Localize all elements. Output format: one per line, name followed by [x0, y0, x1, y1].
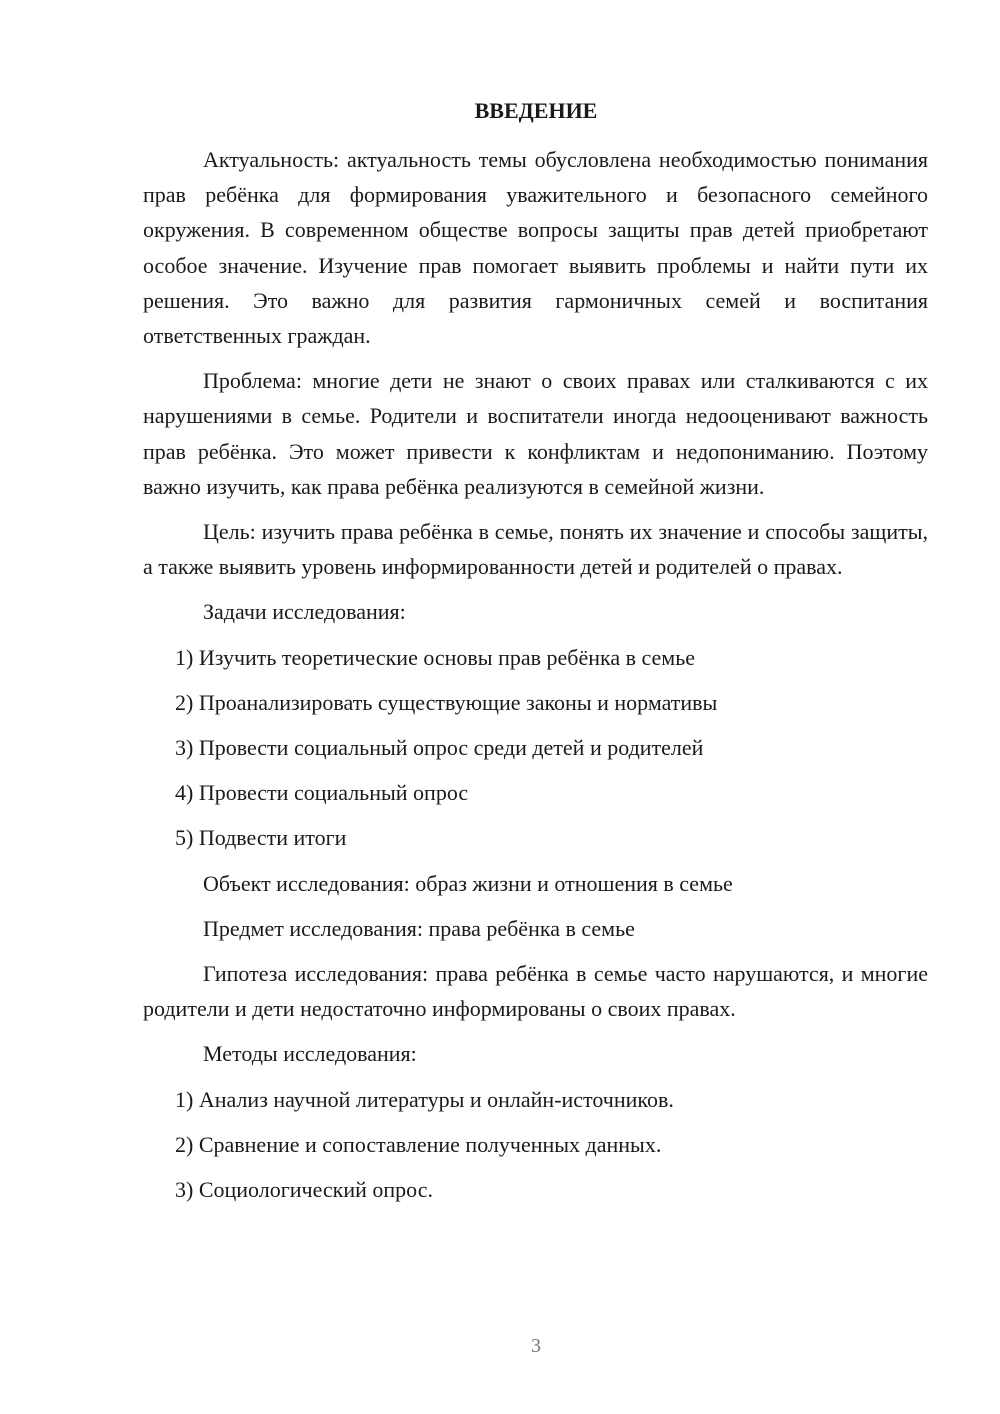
page-title: ВВЕДЕНИЕ [474, 98, 598, 123]
methods-heading: Методы исследования: [203, 1041, 417, 1067]
paragraph-problem: Проблема: многие дети не знают о своих правах или сталкиваются с их нарушениями в семье. Родители и воспитатели иногда недооценивают важность прав ребёнка. Это может привести к конфликтам и недопониманию. Поэтому важно изучить, как права ребёнка реализуются в семейной жизни. [143, 368, 928, 499]
research-subject: Предмет исследования: права ребёнка в семье [203, 915, 635, 941]
method-item: 2) Сравнение и сопоставление полученных данных. [175, 1131, 662, 1157]
document-body [143, 142, 928, 1207]
research-hypothesis: Гипотеза исследования: права ребёнка в семье часто нарушаются, и многие родители и дети недостаточно информированы о своих правах. [143, 961, 928, 1022]
task-item: 4) Провести социальный опрос [175, 780, 469, 806]
task-item: 5) Подвести итоги [175, 825, 347, 851]
task-item: 3) Провести социальный опрос среди детей и родителей [175, 735, 704, 761]
task-item: 1) Изучить теоретические основы прав ребёнка в семье [175, 644, 696, 670]
task-item: 2) Проанализировать существующие законы и нормативы [175, 689, 718, 715]
research-object: Объект исследования: образ жизни и отношения в семье [203, 870, 733, 896]
paragraph-relevance: Актуальность: актуальность темы обусловлена необходимостью понимания прав ребёнка для формирования уважительного и безопасного семейного окружения. В современном обществе вопросы защиты прав детей приобретают особое значение. Изучение прав помогает выявить проблемы и найти пути их решения. Это важно для развития гармоничных семей и воспитания ответственных граждан. [143, 147, 928, 349]
paragraph-goal: Цель: изучить права ребёнка в семье, понять их значение и способы защиты, а также выявить уровень информированности детей и родителей о правах. [143, 519, 928, 580]
page-number: 3 [531, 1335, 541, 1357]
method-item: 3) Социологический опрос. [175, 1177, 433, 1203]
tasks-heading: Задачи исследования: [203, 599, 406, 625]
method-item: 1) Анализ научной литературы и онлайн-источников. [175, 1086, 674, 1112]
